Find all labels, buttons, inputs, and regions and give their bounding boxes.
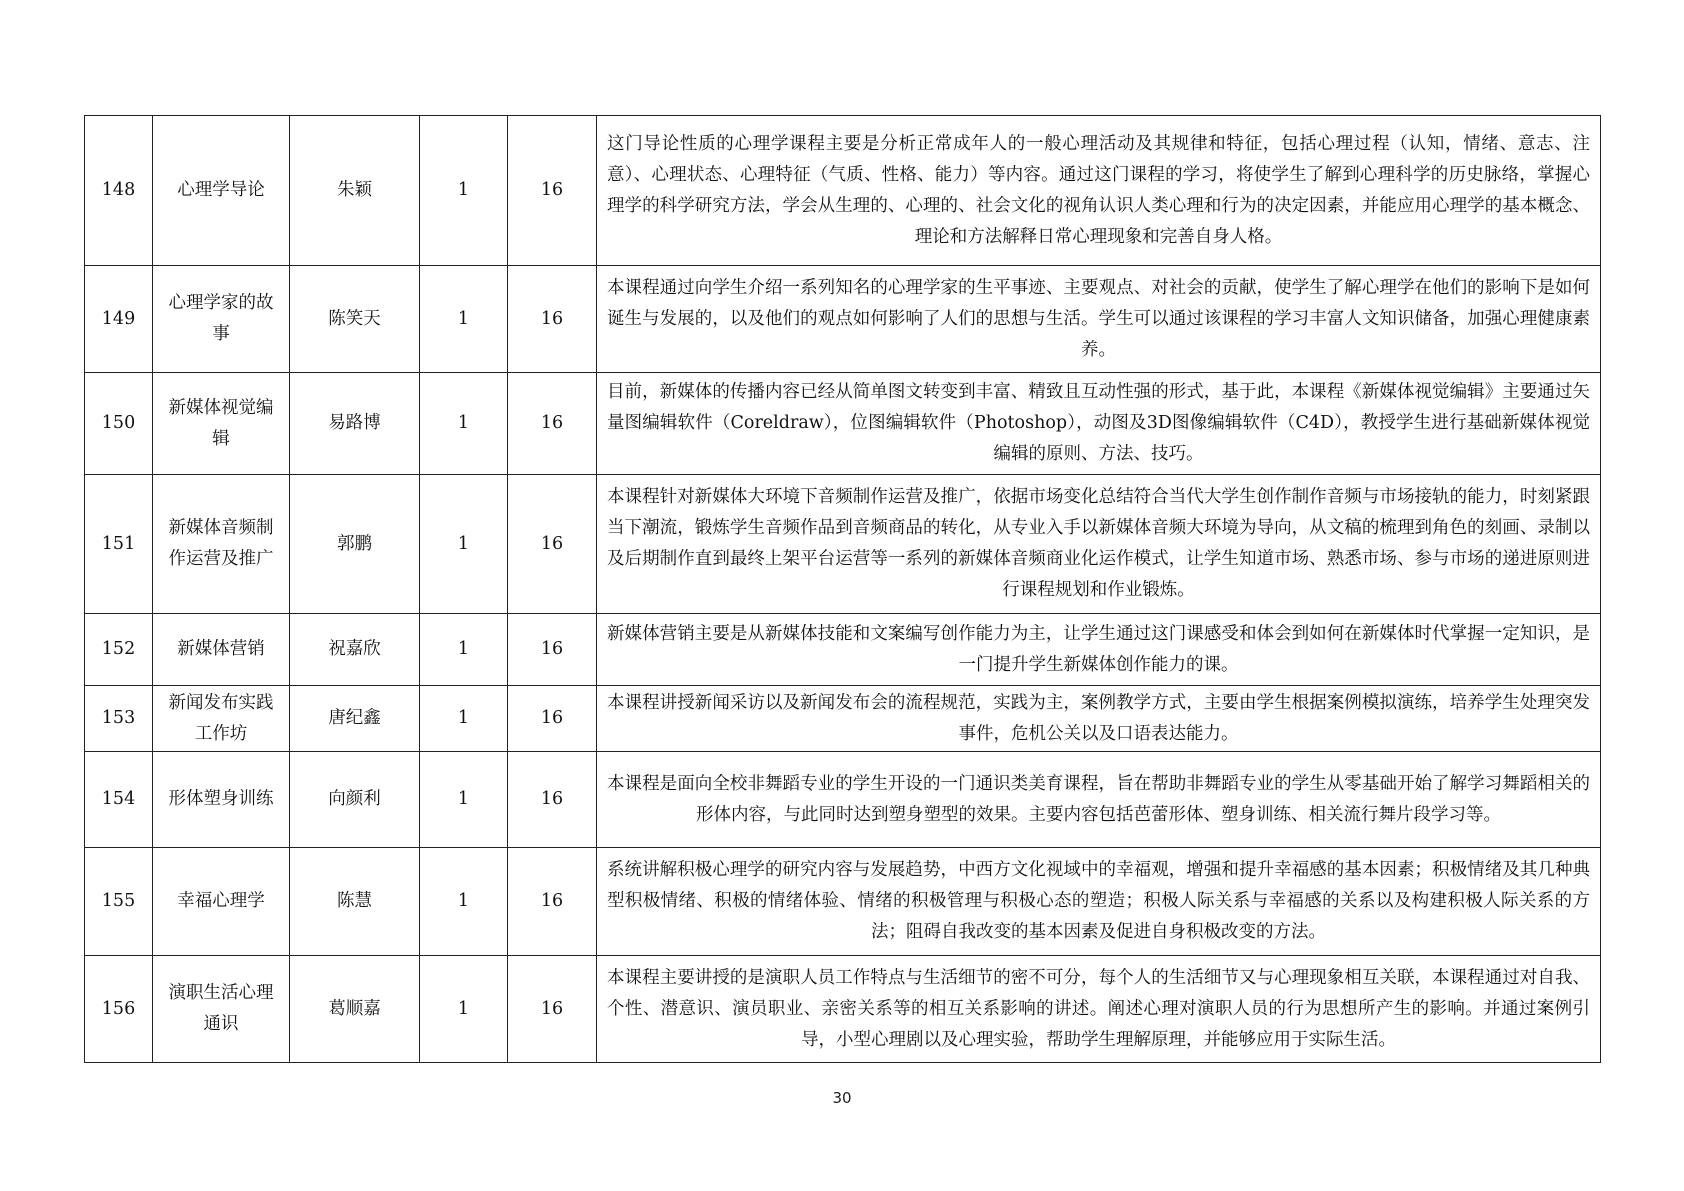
table-row [85, 956, 1601, 1063]
course-name: 演职生活心理通识 [153, 956, 290, 1063]
table-row [85, 116, 1601, 266]
class-hours: 16 [508, 956, 597, 1063]
class-hours: 16 [508, 266, 597, 373]
teacher-name: 唐纪鑫 [290, 686, 420, 752]
course-description: 本课程是面向全校非舞蹈专业的学生开设的一门通识类美育课程，旨在帮助非舞蹈专业的学生从零基础开始了解学习舞蹈相关的形体内容，与此同时达到塑身塑型的效果。主要内容包括芭蕾形体、塑身训练、相关流行舞片段学习等。 [597, 752, 1601, 848]
table-row [85, 475, 1601, 614]
teacher-name: 葛顺嘉 [290, 956, 420, 1063]
course-number: 152 [85, 614, 153, 686]
course-description: 系统讲解积极心理学的研究内容与发展趋势，中西方文化视域中的幸福观，增强和提升幸福感的基本因素；积极情绪及其几种典型积极情绪、积极的情绪体验、情绪的积极管理与积极心态的塑造；积极人际关系与幸福感的关系以及构建积极人际关系的方法；阻碍自我改变的基本因素及促进自身积极改变的方法。 [597, 848, 1601, 956]
course-description: 新媒体营销主要是从新媒体技能和文案编写创作能力为主，让学生通过这门课感受和体会到如何在新媒体时代掌握一定知识，是一门提升学生新媒体创作能力的课。 [597, 614, 1601, 686]
credits: 1 [420, 614, 508, 686]
class-hours: 16 [508, 752, 597, 848]
table-row [85, 752, 1601, 848]
course-number: 151 [85, 475, 153, 614]
course-name: 心理学家的故事 [153, 266, 290, 373]
course-table [84, 115, 1601, 1063]
teacher-name: 向颜利 [290, 752, 420, 848]
course-description: 这门导论性质的心理学课程主要是分析正常成年人的一般心理活动及其规律和特征，包括心理过程（认知，情绪、意志、注意）、心理状态、心理特征（气质、性格、能力）等内容。通过这门课程的学习，将使学生了解到心理科学的历史脉络，掌握心理学的科学研究方法，学会从生理的、心理的、社会文化的视角认识人类心理和行为的决定因素，并能应用心理学的基本概念、理论和方法解释日常心理现象和完善自身人格。 [597, 116, 1601, 266]
course-number: 156 [85, 956, 153, 1063]
course-number: 154 [85, 752, 153, 848]
teacher-name: 祝嘉欣 [290, 614, 420, 686]
teacher-name: 郭鹏 [290, 475, 420, 614]
course-number: 155 [85, 848, 153, 956]
course-name: 新媒体营销 [153, 614, 290, 686]
class-hours: 16 [508, 848, 597, 956]
table-row [85, 686, 1601, 752]
course-name: 新媒体音频制作运营及推广 [153, 475, 290, 614]
table-row [85, 266, 1601, 373]
course-name: 幸福心理学 [153, 848, 290, 956]
course-description: 本课程讲授新闻采访以及新闻发布会的流程规范，实践为主，案例教学方式，主要由学生根据案例模拟演练，培养学生处理突发事件，危机公关以及口语表达能力。 [597, 686, 1601, 752]
credits: 1 [420, 116, 508, 266]
course-name: 新媒体视觉编辑 [153, 373, 290, 475]
credits: 1 [420, 752, 508, 848]
course-description: 本课程针对新媒体大环境下音频制作运营及推广，依据市场变化总结符合当代大学生创作制作音频与市场接轨的能力，时刻紧跟当下潮流，锻炼学生音频作品到音频商品的转化，从专业入手以新媒体音频大环境为导向，从文稿的梳理到角色的刻画、录制以及后期制作直到最终上架平台运营等一系列的新媒体音频商业化运作模式，让学生知道市场、熟悉市场、参与市场的递进原则进行课程规划和作业锻炼。 [597, 475, 1601, 614]
teacher-name: 易路博 [290, 373, 420, 475]
teacher-name: 陈慧 [290, 848, 420, 956]
table-row [85, 614, 1601, 686]
class-hours: 16 [508, 614, 597, 686]
credits: 1 [420, 956, 508, 1063]
credits: 1 [420, 475, 508, 614]
class-hours: 16 [508, 373, 597, 475]
table-row [85, 848, 1601, 956]
credits: 1 [420, 848, 508, 956]
course-number: 153 [85, 686, 153, 752]
course-name: 新闻发布实践工作坊 [153, 686, 290, 752]
course-name: 心理学导论 [153, 116, 290, 266]
course-description: 本课程主要讲授的是演职人员工作特点与生活细节的密不可分，每个人的生活细节又与心理现象相互关联，本课程通过对自我、个性、潜意识、演员职业、亲密关系等的相互关系影响的讲述。阐述心理对演职人员的行为思想所产生的影响。并通过案例引导，小型心理剧以及心理实验，帮助学生理解原理，并能够应用于实际生活。 [597, 956, 1601, 1063]
table-row [85, 373, 1601, 475]
teacher-name: 朱颖 [290, 116, 420, 266]
course-name: 形体塑身训练 [153, 752, 290, 848]
course-number: 150 [85, 373, 153, 475]
credits: 1 [420, 266, 508, 373]
course-number: 148 [85, 116, 153, 266]
class-hours: 16 [508, 475, 597, 614]
course-number: 149 [85, 266, 153, 373]
credits: 1 [420, 686, 508, 752]
class-hours: 16 [508, 686, 597, 752]
teacher-name: 陈笑天 [290, 266, 420, 373]
page-number: 30 [832, 1089, 852, 1107]
course-description: 本课程通过向学生介绍一系列知名的心理学家的生平事迹、主要观点、对社会的贡献，使学生了解心理学在他们的影响下是如何诞生与发展的，以及他们的观点如何影响了人们的思想与生活。学生可以通过该课程的学习丰富人文知识储备，加强心理健康素养。 [597, 266, 1601, 373]
course-description: 目前，新媒体的传播内容已经从简单图文转变到丰富、精致且互动性强的形式，基于此，本课程《新媒体视觉编辑》主要通过矢量图编辑软件（Coreldraw），位图编辑软件（Photoshop），动图及3D图像编辑软件（C4D），教授学生进行基础新媒体视觉编辑的原则、方法、技巧。 [597, 373, 1601, 475]
credits: 1 [420, 373, 508, 475]
class-hours: 16 [508, 116, 597, 266]
